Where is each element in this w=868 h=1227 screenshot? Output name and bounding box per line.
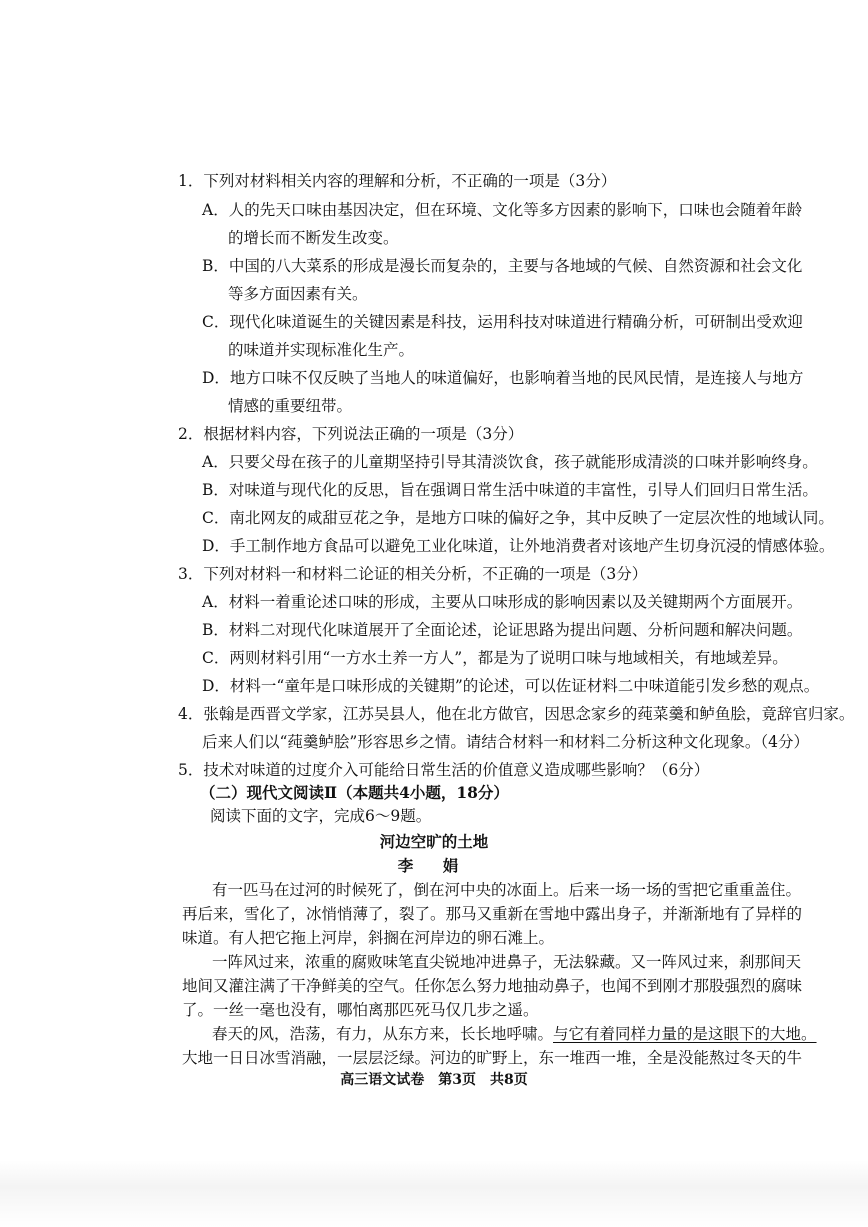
question-1-option-a: A．人的先天口味由基因决定，但在环境、文化等多方因素的影响下，口味也会随着年龄 <box>202 201 803 219</box>
question-2-option-c: C．南北网友的咸甜豆花之争，是地方口味的偏好之争，其中反映了一定层次性的地域认同。 <box>202 509 834 527</box>
passage-paragraph-2-line-3: 了。一丝一毫也没有，哪怕离那匹死马仅几步之遥。 <box>182 1001 539 1019</box>
scan-edge-shadow <box>0 1160 868 1227</box>
question-4-stem: 4．张翰是西晋文学家，江苏吴县人，他在北方做官，因思念家乡的莼菜羹和鲈鱼脍，竟辞官归家。 <box>178 705 855 723</box>
question-1-option-a-cont: 的增长而不断发生改变。 <box>228 229 399 247</box>
question-3-option-a: A．材料一着重论述口味的形成，主要从口味形成的影响因素以及关键期两个方面展开。 <box>202 593 803 611</box>
question-1-option-d-cont: 情感的重要纽带。 <box>228 397 353 415</box>
question-3-option-c: C．两则材料引用“一方水土养一方人”，都是为了说明口味与地域相关，有地域差异。 <box>202 649 788 667</box>
question-1-option-b: B．中国的八大菜系的形成是漫长而复杂的，主要与各地域的气候、自然资源和社会文化 <box>202 257 803 275</box>
question-3-option-b: B．材料二对现代化味道展开了全面论述，论证思路为提出问题、分析问题和解决问题。 <box>202 621 803 639</box>
question-2-option-b: B．对味道与现代化的反思，旨在强调日常生活中味道的丰富性，引导人们回归日常生活。 <box>202 481 818 499</box>
passage-paragraph-3-line-1 <box>212 1024 817 1044</box>
question-1-option-c-cont: 的味道并实现标准化生产。 <box>228 341 415 359</box>
passage-author: 李 娟 <box>397 856 471 875</box>
section-heading: （二）现代文阅读Ⅱ（本题共4小题，18分） <box>200 783 509 802</box>
underlined-sentence: 与它有着同样力量的是这眼下的大地。 <box>553 1025 817 1043</box>
question-3-option-d: D．材料一“童年是口味形成的关键期”的论述，可以佐证材料二中味道能引发乡愁的观点。 <box>202 677 820 695</box>
question-2-option-a: A．只要父母在孩子的儿童期坚持引导其清淡饮食，孩子就能形成清淡的口味并影响终身。 <box>202 453 818 471</box>
passage-title: 河边空旷的土地 <box>379 832 489 851</box>
passage-paragraph-1-line-2: 再后来，雪化了，冰悄悄薄了，裂了。那马又重新在雪地中露出身子，并渐渐地有了异样的 <box>182 905 803 923</box>
passage-paragraph-3-text: 春天的风，浩荡，有力，从东方来，长长地呼啸。 <box>212 1025 554 1043</box>
passage-paragraph-1-line-1: 有一匹马在过河的时候死了，倒在河中央的冰面上。后来一场一场的雪把它重重盖住。 <box>212 881 802 899</box>
question-1-stem: 1．下列对材料相关内容的理解和分析，不正确的一项是（3分） <box>178 172 617 190</box>
question-1-option-c: C．现代化味道诞生的关键因素是科技，运用科技对味道进行精确分析，可研制出受欢迎 <box>202 313 803 331</box>
question-5-stem: 5．技术对味道的过度介入可能给日常生活的价值意义造成哪些影响？（6分） <box>178 761 710 779</box>
section-instruction: 阅读下面的文字，完成6～9题。 <box>210 807 432 825</box>
passage-paragraph-1-line-3: 味道。有人把它拖上河岸，斜搁在河岸边的卵石滩上。 <box>182 929 555 947</box>
page-footer: 高三语文试卷 第3页 共8页 <box>340 1072 528 1088</box>
question-1-option-d: D．地方口味不仅反映了当地人的味道偏好，也影响着当地的民风民情，是连接人与地方 <box>202 369 804 387</box>
question-1-option-b-cont: 等多方面因素有关。 <box>228 285 368 303</box>
question-2-option-d: D．手工制作地方食品可以避免工业化味道，让外地消费者对该地产生切身沉浸的情感体验。 <box>202 537 835 555</box>
question-2-stem: 2．根据材料内容，下列说法正确的一项是（3分） <box>178 425 524 443</box>
question-4-stem-cont: 后来人们以“莼羹鲈脍”形容思乡之情。请结合材料一和材料二分析这种文化现象。（4分） <box>202 733 809 751</box>
question-3-stem: 3．下列对材料一和材料二论证的相关分析，不正确的一项是（3分） <box>178 565 648 583</box>
passage-paragraph-2-line-2: 地间又灌注满了干净鲜美的空气。任你怎么努力地抽动鼻子，也闻不到刚才那股强烈的腐味 <box>182 977 803 995</box>
passage-paragraph-2-line-1: 一阵风过来，浓重的腐败味笔直尖锐地冲进鼻子，无法躲藏。又一阵风过来，刹那间天 <box>212 953 802 971</box>
passage-paragraph-3-line-2: 大地一日日冰雪消融，一层层泛绿。河边的旷野上，东一堆西一堆，全是没能熬过冬天的牛 <box>182 1049 803 1067</box>
